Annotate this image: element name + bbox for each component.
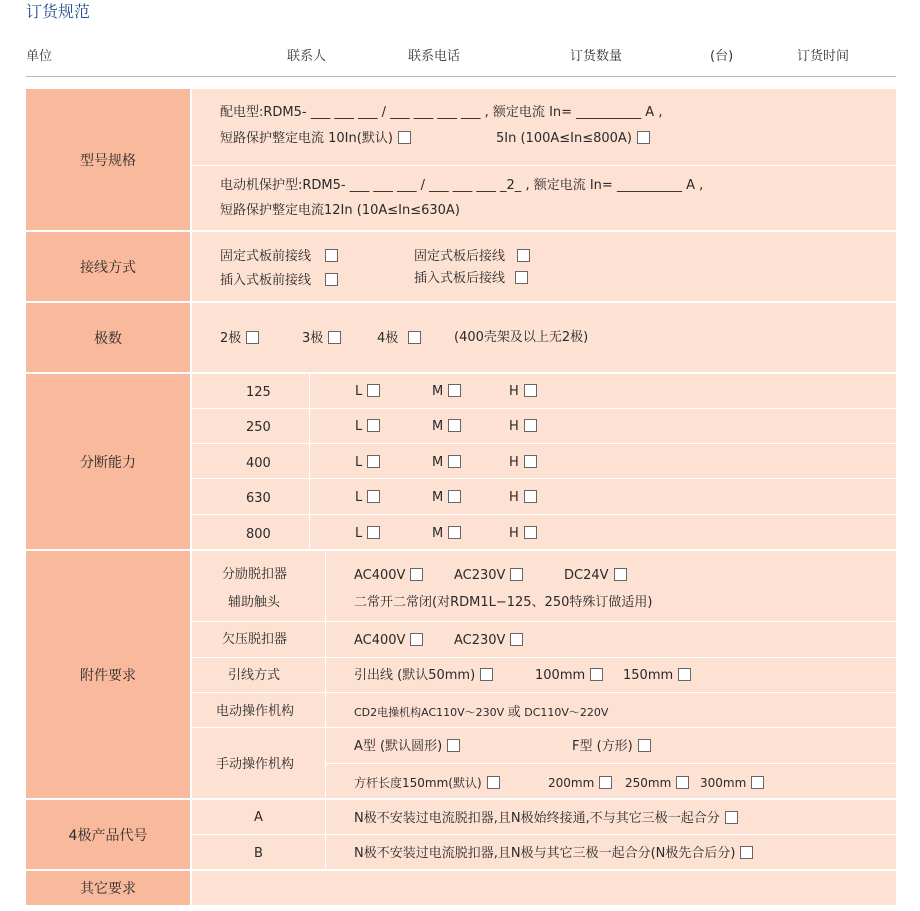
- checkbox-250-l[interactable]: [367, 419, 380, 432]
- checkbox-630-h[interactable]: [524, 490, 537, 503]
- wiring-opt4: 插入式板后接线: [414, 271, 528, 285]
- frame-125: 125: [246, 385, 271, 400]
- breaking-h: H: [509, 455, 537, 469]
- lead-opt3: 150mm: [623, 668, 691, 682]
- checkbox-250-h[interactable]: [524, 419, 537, 432]
- frame-400: 400: [246, 456, 271, 471]
- breaking-m: M: [432, 419, 461, 433]
- checkbox-shunt-ac400[interactable]: [410, 568, 423, 581]
- checkbox-lead-150[interactable]: [678, 668, 691, 681]
- checkbox-125-l[interactable]: [367, 384, 380, 397]
- wiring-content: [192, 232, 896, 301]
- breaking-m: M: [432, 526, 461, 540]
- checkbox-630-l[interactable]: [367, 490, 380, 503]
- row-divider: [192, 165, 896, 166]
- motor-text: CD2电操机构AC110V～230V 或 DC110V～220V: [354, 705, 609, 720]
- breaking-content: [192, 374, 896, 549]
- frame-800: 800: [246, 527, 271, 542]
- undervolt-label: 欠压脱扣器: [222, 632, 288, 647]
- rod-default: 方杆长度150mm(默认): [354, 776, 500, 789]
- four-pole-label: 4极产品代号: [26, 800, 190, 869]
- frame-630: 630: [246, 491, 271, 506]
- row-divider: [192, 514, 896, 515]
- checkbox-rod-150[interactable]: [487, 776, 500, 789]
- row-divider: [192, 408, 896, 409]
- breaking-l: L: [355, 526, 380, 540]
- accessories-content: [192, 551, 896, 798]
- poles-label: 极数: [26, 303, 190, 372]
- breaking-h: H: [509, 490, 537, 504]
- row-divider: [192, 621, 896, 622]
- checkbox-400-l[interactable]: [367, 455, 380, 468]
- checkbox-manual-a[interactable]: [447, 739, 460, 752]
- checkbox-undervolt-ac230[interactable]: [510, 633, 523, 646]
- header-divider: [26, 76, 896, 77]
- row-divider: [192, 443, 896, 444]
- checkbox-lead-50[interactable]: [480, 668, 493, 681]
- breaking-h: H: [509, 419, 537, 433]
- checkbox-four-pole-b[interactable]: [740, 846, 753, 859]
- shunt-opt2: AC230V: [454, 568, 523, 582]
- breaking-h: H: [509, 526, 537, 540]
- wiring-label: 接线方式: [26, 232, 190, 301]
- manual-a: A型 (默认圆形): [354, 739, 460, 753]
- checkbox-wiring-2[interactable]: [517, 249, 530, 262]
- rod-200: 200mm: [548, 776, 612, 789]
- shunt-label: 分励脱扣器: [222, 567, 288, 582]
- checkbox-four-pole-a[interactable]: [725, 811, 738, 824]
- header-contact: 联系人: [287, 49, 327, 64]
- motor-label: 电动操作机构: [216, 704, 295, 719]
- wiring-opt3: 插入式板前接线: [220, 273, 338, 287]
- checkbox-2pole[interactable]: [246, 331, 259, 344]
- checkbox-shunt-ac230[interactable]: [510, 568, 523, 581]
- four-pole-b-text: N极不安装过电流脱扣器,且N极与其它三极一起合分(N极先合后分): [354, 846, 753, 860]
- manual-label: 手动操作机构: [216, 757, 295, 772]
- header-time: 订货时间: [797, 49, 850, 64]
- col-divider: [309, 374, 310, 549]
- model-label: 型号规格: [26, 89, 190, 230]
- model-line1: 配电型:RDM5- ___ ___ ___ / ___ ___ ___ ___ , 额定电流 In= __________ A ,: [220, 105, 663, 120]
- checkbox-3pole[interactable]: [328, 331, 341, 344]
- poles-opt2: 3极: [302, 331, 341, 345]
- four-pole-b: B: [254, 846, 263, 861]
- four-pole-content: [192, 800, 896, 869]
- other-label: 其它要求: [26, 871, 190, 905]
- model-line2: 短路保护整定电流 10In(默认): [220, 131, 411, 145]
- checkbox-lead-100[interactable]: [590, 668, 603, 681]
- checkbox-undervolt-ac400[interactable]: [410, 633, 423, 646]
- checkbox-rod-250[interactable]: [676, 776, 689, 789]
- checkbox-wiring-4[interactable]: [515, 271, 528, 284]
- header-unit-tai: (台): [710, 49, 734, 64]
- model-line3: 电动机保护型:RDM5- ___ ___ ___ / ___ ___ ___ _2_ , 额定电流 In= __________ A ,: [220, 178, 704, 193]
- model-content: [192, 89, 896, 230]
- checkbox-10in[interactable]: [398, 131, 411, 144]
- checkbox-manual-f[interactable]: [638, 739, 651, 752]
- checkbox-250-m[interactable]: [448, 419, 461, 432]
- poles-opt3: 4极: [377, 331, 421, 345]
- poles-note: (400壳架及以上无2极): [454, 330, 589, 345]
- breaking-h: H: [509, 384, 537, 398]
- checkbox-wiring-1[interactable]: [325, 249, 338, 262]
- checkbox-800-l[interactable]: [367, 526, 380, 539]
- row-divider: [192, 692, 896, 693]
- row-divider: [192, 478, 896, 479]
- shunt-opt3: DC24V: [564, 568, 627, 582]
- checkbox-800-h[interactable]: [524, 526, 537, 539]
- other-input[interactable]: [192, 871, 896, 905]
- lead-label: 引线方式: [228, 668, 281, 683]
- checkbox-400-m[interactable]: [448, 455, 461, 468]
- checkbox-shunt-dc24[interactable]: [614, 568, 627, 581]
- four-pole-a-text: N极不安装过电流脱扣器,且N极始终接通,不与其它三极一起合分: [354, 811, 738, 825]
- checkbox-400-h[interactable]: [524, 455, 537, 468]
- shunt-opt1: AC400V: [354, 568, 423, 582]
- checkbox-125-h[interactable]: [524, 384, 537, 397]
- row-divider: [192, 727, 896, 728]
- lead-opt2: 100mm: [535, 668, 603, 682]
- breaking-label: 分断能力: [26, 374, 190, 549]
- breaking-l: L: [355, 384, 380, 398]
- poles-content: [192, 303, 896, 372]
- checkbox-rod-300[interactable]: [751, 776, 764, 789]
- breaking-l: L: [355, 419, 380, 433]
- rod-250: 250mm: [625, 776, 689, 789]
- model-line4: 短路保护整定电流12In (10A≤In≤630A): [220, 203, 460, 218]
- checkbox-5in[interactable]: [637, 131, 650, 144]
- wiring-opt1: 固定式板前接线: [220, 249, 338, 263]
- wiring-opt2: 固定式板后接线: [414, 249, 530, 263]
- breaking-m: M: [432, 490, 461, 504]
- checkbox-4pole[interactable]: [408, 331, 421, 344]
- header-unit: 单位: [26, 49, 53, 64]
- undervolt-opt1: AC400V: [354, 633, 423, 647]
- breaking-l: L: [355, 455, 380, 469]
- aux-text: 二常开二常闭(对RDM1L−125、250特殊订做适用): [354, 595, 653, 610]
- accessories-label: 附件要求: [26, 551, 190, 798]
- header-phone: 联系电话: [408, 49, 461, 64]
- row-divider: [192, 657, 896, 658]
- poles-opt1: 2极: [220, 331, 259, 345]
- header-quantity: 订货数量: [570, 49, 623, 64]
- frame-250: 250: [246, 420, 271, 435]
- rod-300: 300mm: [700, 776, 764, 789]
- breaking-m: M: [432, 455, 461, 469]
- four-pole-a: A: [254, 810, 263, 825]
- row-divider: [325, 763, 896, 764]
- checkbox-wiring-3[interactable]: [325, 273, 338, 286]
- checkbox-630-m[interactable]: [448, 490, 461, 503]
- manual-f: F型 (方形): [572, 739, 651, 753]
- model-line2b: 5In (100A≤In≤800A): [496, 131, 650, 145]
- col-divider: [325, 551, 326, 727]
- page-title: 订货规范: [26, 2, 91, 21]
- lead-opt1: 引出线 (默认50mm): [354, 668, 493, 682]
- aux-label: 辅助触头: [228, 595, 281, 610]
- row-divider: [192, 834, 896, 835]
- breaking-l: L: [355, 490, 380, 504]
- undervolt-opt2: AC230V: [454, 633, 523, 647]
- checkbox-rod-200[interactable]: [599, 776, 612, 789]
- breaking-m: M: [432, 384, 461, 398]
- checkbox-800-m[interactable]: [448, 526, 461, 539]
- checkbox-125-m[interactable]: [448, 384, 461, 397]
